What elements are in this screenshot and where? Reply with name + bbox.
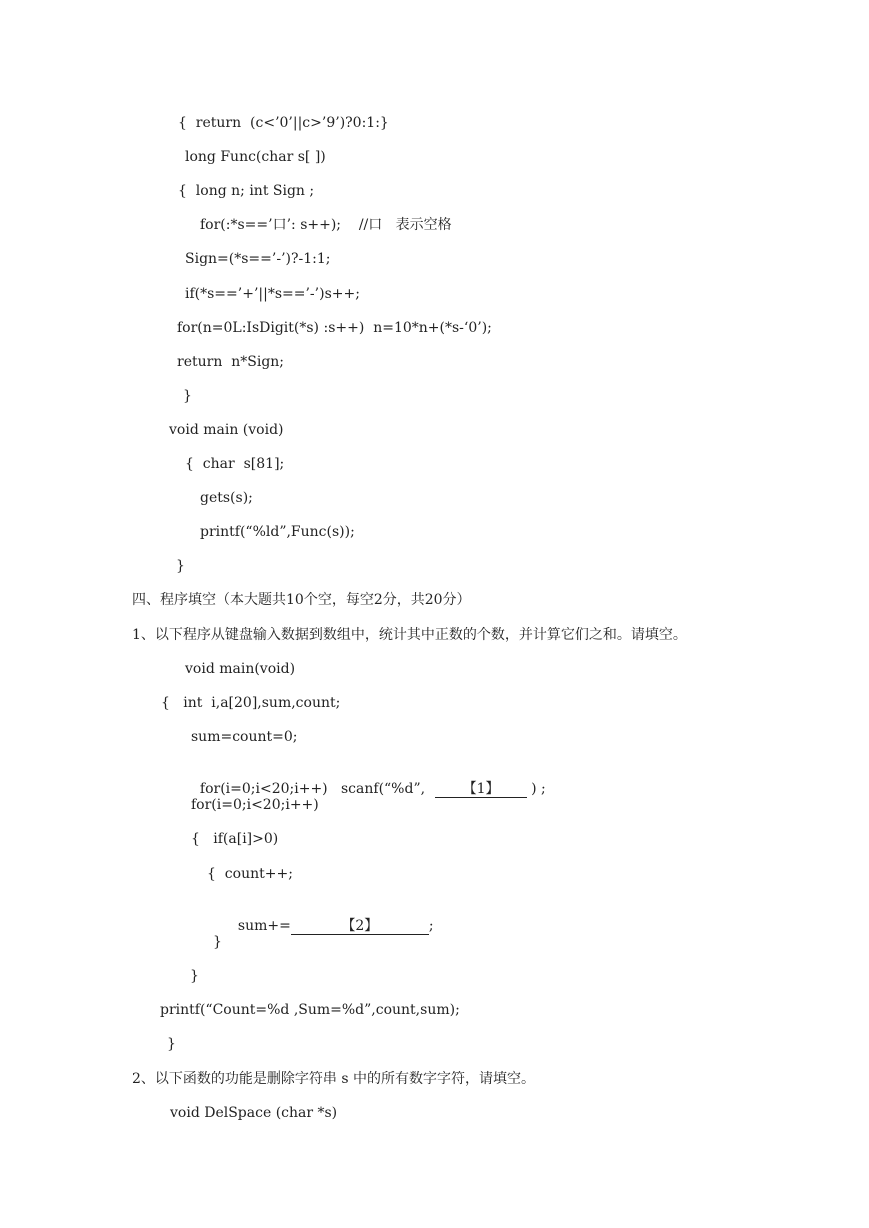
code-text: sum+= (237, 918, 291, 934)
code-line: printf(“%ld”,Func(s)); (200, 524, 355, 540)
code-line: { if(a[i]>0) (191, 831, 279, 847)
code-line: gets(s); (200, 490, 253, 506)
code-line: { char s[81]; (185, 456, 285, 472)
code-line: void main (void) (169, 422, 284, 438)
code-line: } (190, 968, 199, 984)
code-line: Sign=(*s==’-’)?-1:1; (185, 251, 331, 267)
code-text: for(i=0;i<20;i++) scanf(“%d”, (199, 781, 426, 797)
code-line: long Func(char s[ ]) (185, 149, 326, 165)
code-line: { int i,a[20],sum,count; (161, 695, 341, 711)
code-line: } (183, 388, 192, 404)
code-line: void DelSpace (char *s) (170, 1105, 338, 1121)
blank-2: 【2】 (291, 918, 429, 935)
code-line: if(*s==’+’||*s==’-’)s++; (185, 286, 360, 302)
code-line: { long n; int Sign ; (178, 183, 315, 199)
code-line: { count++; (207, 866, 293, 882)
code-line: } (213, 934, 222, 950)
blank-1: 【1】 (435, 781, 527, 798)
question-text: 1、以下程序从键盘输入数据到数组中，统计其中正数的个数，并计算它们之和。请填空。 (132, 627, 687, 643)
code-text: ; (428, 918, 434, 934)
code-line: sum=count=0; (191, 729, 298, 745)
code-line: for(i=0;i<20;i++) (191, 797, 319, 813)
question-text: 2、以下函数的功能是删除字符串 s 中的所有数字字符，请填空。 (132, 1071, 535, 1087)
code-line: printf(“Count=%d ,Sum=%d”,count,sum); (160, 1002, 460, 1018)
code-line (229, 899, 434, 935)
code-line: { return (c<’0’||c>’9’)?0:1:} (178, 115, 389, 131)
code-line: for(:*s==’口’: s++); //口 表示空格 (200, 217, 452, 233)
section-heading: 四、程序填空（本大题共10个空，每空2分，共20分） (132, 592, 471, 608)
code-line: } (167, 1036, 176, 1052)
code-line (191, 762, 546, 798)
code-line: } (176, 558, 185, 574)
code-line: return n*Sign; (177, 354, 285, 370)
code-line: void main(void) (185, 661, 296, 677)
code-line: for(n=0L:IsDigit(*s) :s++) n=10*n+(*s-‘0’); (177, 320, 492, 336)
code-text: ) ; (531, 781, 546, 797)
